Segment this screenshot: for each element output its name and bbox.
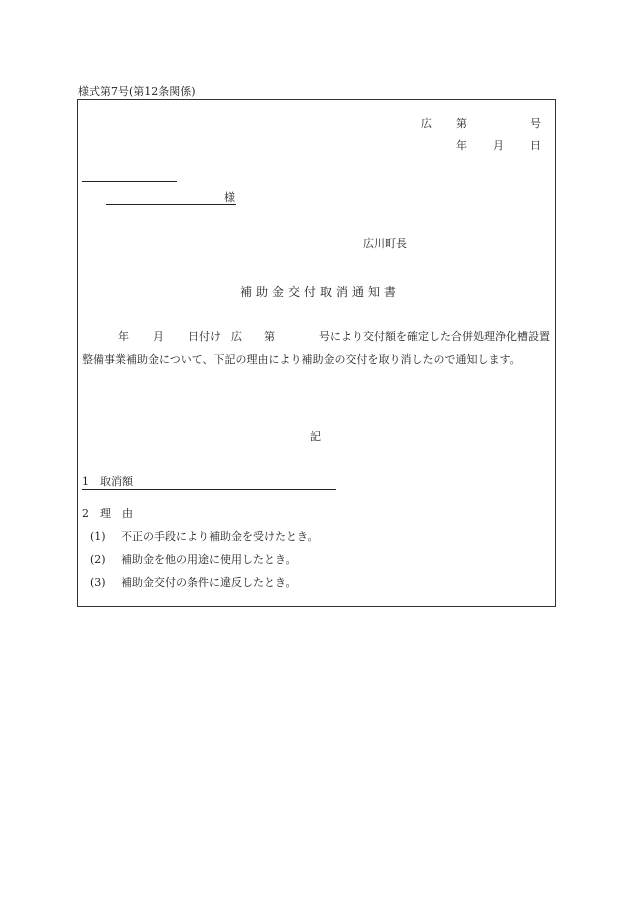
body-hiro: 広 — [231, 330, 242, 343]
reason-3-number: (3) — [90, 576, 106, 589]
notice-body — [82, 325, 552, 371]
torikeshi-amount-line — [82, 489, 336, 490]
ref-hi: 日 — [530, 139, 541, 152]
body-hizuke: 日付け — [188, 330, 221, 343]
ref-hiro: 広 — [421, 117, 432, 130]
form-number-label: 様式第7号(第12条関係) — [78, 85, 196, 98]
item1-number: 1 — [82, 475, 89, 488]
addressee-line-1 — [82, 181, 177, 182]
item2-number: 2 — [82, 507, 89, 520]
body-nen: 年 — [118, 330, 129, 343]
ref-dai: 第 — [456, 117, 467, 130]
reason-2-text: 補助金を他の用途に使用したとき。 — [121, 553, 297, 566]
body-dai: 第 — [264, 330, 275, 343]
reason-3-text: 補助金交付の条件に違反したとき。 — [121, 576, 297, 589]
ref-nen: 年 — [456, 139, 467, 152]
item2-label: 理 由 — [100, 507, 133, 520]
addressee-line-2 — [106, 204, 236, 205]
body-text: 号により交付額を確定した合併処理浄化槽設置整備事業補助金について、下記の理由により補助金の交付を取り消したので通知します。 — [82, 330, 550, 366]
item1-label: 取消額 — [100, 475, 133, 488]
body-tsuki: 月 — [153, 330, 164, 343]
sender-name: 広川町長 — [363, 237, 407, 250]
reason-1-text: 不正の手段により補助金を受けたとき。 — [121, 530, 319, 543]
ref-go: 号 — [530, 117, 541, 130]
reason-2-number: (2) — [90, 553, 106, 566]
addressee-sama: 様 — [224, 191, 235, 204]
ki-heading: 記 — [310, 430, 321, 443]
reason-1-number: (1) — [90, 530, 106, 543]
ref-tsuki: 月 — [493, 139, 504, 152]
document-title: 補助金交付取消通知書 — [240, 285, 401, 299]
